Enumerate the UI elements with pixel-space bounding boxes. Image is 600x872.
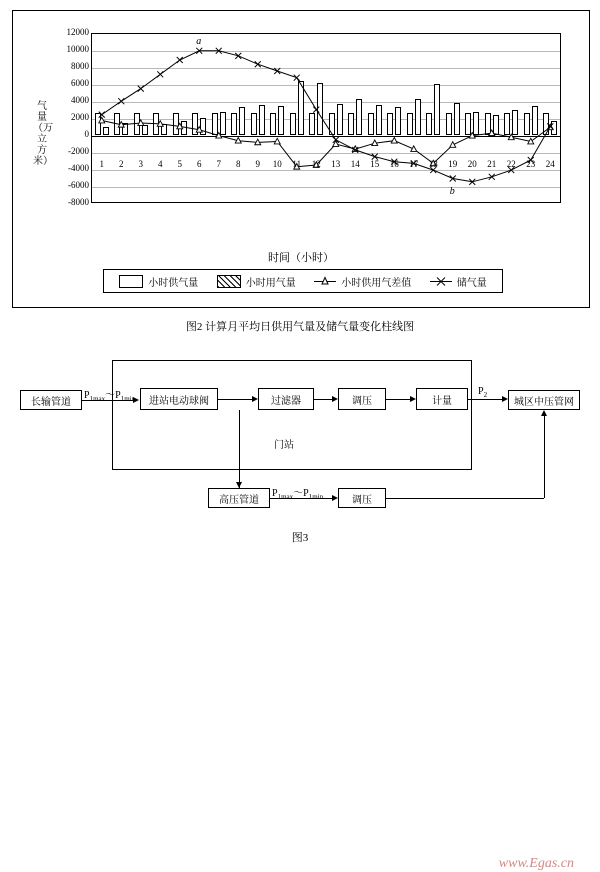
x-tick: 5 <box>177 158 182 169</box>
hatched-bar-swatch-icon <box>217 275 241 288</box>
x-tick: 17 <box>409 158 419 169</box>
chart-inner <box>13 11 589 307</box>
figure-2-caption: 图2 计算月平均日供用气量及储气量变化柱线图 <box>185 321 415 333</box>
x-tick: 13 <box>331 158 341 169</box>
x-tick: 2 <box>119 158 124 169</box>
legend-item-hourly-use <box>217 274 296 289</box>
node-regulator-2[interactable]: 调压 <box>338 488 386 508</box>
arrow-icon <box>252 396 258 402</box>
y-tick: 0 <box>84 129 89 139</box>
node-metering[interactable]: 计量 <box>416 388 468 410</box>
legend-label: 储气量 <box>456 277 487 289</box>
node-long-pipeline[interactable]: 长输管道 <box>20 390 82 410</box>
y-tick: 8000 <box>71 61 89 71</box>
y-tick: 12000 <box>66 27 89 37</box>
x-tick: 11 <box>292 158 302 169</box>
x-tick: 3 <box>138 158 143 169</box>
x-tick: 9 <box>255 158 260 169</box>
arrow-icon <box>410 396 416 402</box>
chart-x-axis-label: 时间（小时） <box>268 252 334 264</box>
legend-label: 小时供气量 <box>148 277 199 289</box>
x-tick: 22 <box>506 158 516 169</box>
label-station: 门站 <box>274 440 294 451</box>
connector-hp-to-regulator2 <box>270 498 332 499</box>
label-inlet-pressure: $P_{1max}\sim P_{1min}$ <box>84 390 136 403</box>
y-tick: -4000 <box>68 163 89 173</box>
legend-item-hourly-supply <box>119 274 198 289</box>
x-tick: 16 <box>389 158 399 169</box>
connector-filter-to-regulator <box>314 399 332 400</box>
chart-x-ticks <box>91 33 561 203</box>
arrow-icon <box>236 482 242 488</box>
node-city-medium-pressure-network[interactable]: 城区中压管网 <box>508 390 580 410</box>
annotation-a: a <box>196 35 202 47</box>
x-tick: 15 <box>370 158 380 169</box>
connector-regulator-to-metering <box>386 399 410 400</box>
node-filter[interactable]: 过滤器 <box>258 388 314 410</box>
x-tick: 14 <box>350 158 360 169</box>
x-tick: 8 <box>236 158 241 169</box>
arrow-icon <box>133 397 139 403</box>
x-tick: 1 <box>99 158 104 169</box>
connector-metering-to-city <box>468 399 502 400</box>
chart-y-axis-label: 气量（万立方米） <box>33 101 53 167</box>
x-tick: 21 <box>487 158 497 169</box>
label-hp-pressure: $P_{1max}\sim P_{1min}$ <box>272 488 324 501</box>
legend-item-storage <box>430 274 487 289</box>
y-tick: -8000 <box>68 197 89 207</box>
y-tick: 2000 <box>71 112 89 122</box>
connector-branch-vertical <box>239 410 240 488</box>
y-tick: -6000 <box>68 180 89 190</box>
open-bar-swatch-icon <box>119 275 143 288</box>
arrow-icon <box>332 396 338 402</box>
connector-valve-to-filter <box>218 399 252 400</box>
x-tick: 18 <box>428 158 438 169</box>
annotation-b: b <box>449 185 455 197</box>
arrow-icon <box>541 410 547 416</box>
legend-label: 小时供用气差值 <box>341 277 412 289</box>
arrow-icon <box>502 396 508 402</box>
x-tick: 7 <box>216 158 221 169</box>
chart-y-ticks <box>43 27 89 207</box>
node-high-pressure-pipeline[interactable]: 高压管道 <box>208 488 270 508</box>
watermark: www.Egas.cn <box>498 856 574 871</box>
y-tick: 10000 <box>66 44 89 54</box>
label-outlet-pressure: $P_2$ <box>478 386 488 399</box>
x-tick: 4 <box>158 158 163 169</box>
x-tick: 19 <box>448 158 458 169</box>
figure-3-caption: 图3 <box>291 532 309 544</box>
legend-label: 小时用气量 <box>245 277 296 289</box>
y-tick: -2000 <box>68 146 89 156</box>
node-inlet-motor-ball-valve[interactable]: 进站电动球阀 <box>140 388 218 410</box>
x-tick: 24 <box>545 158 555 169</box>
legend-item-hourly-diff <box>314 274 411 289</box>
chart-figure-2 <box>12 10 590 308</box>
x-tick: 12 <box>311 158 321 169</box>
x-tick: 20 <box>467 158 477 169</box>
x-tick: 23 <box>526 158 536 169</box>
y-tick: 4000 <box>71 95 89 105</box>
y-tick: 6000 <box>71 78 89 88</box>
connector-pipeline-to-valve <box>82 400 134 401</box>
station-boundary <box>112 360 472 470</box>
connector-regulator2-to-riser <box>386 498 544 499</box>
chart-legend <box>103 269 503 293</box>
arrow-icon <box>332 495 338 501</box>
cross-line-marker-icon <box>430 276 452 287</box>
triangle-line-marker-icon <box>314 276 336 287</box>
node-regulator-1[interactable]: 调压 <box>338 388 386 410</box>
connector-riser-vertical <box>544 412 545 498</box>
x-tick: 6 <box>197 158 202 169</box>
x-tick: 10 <box>272 158 282 169</box>
